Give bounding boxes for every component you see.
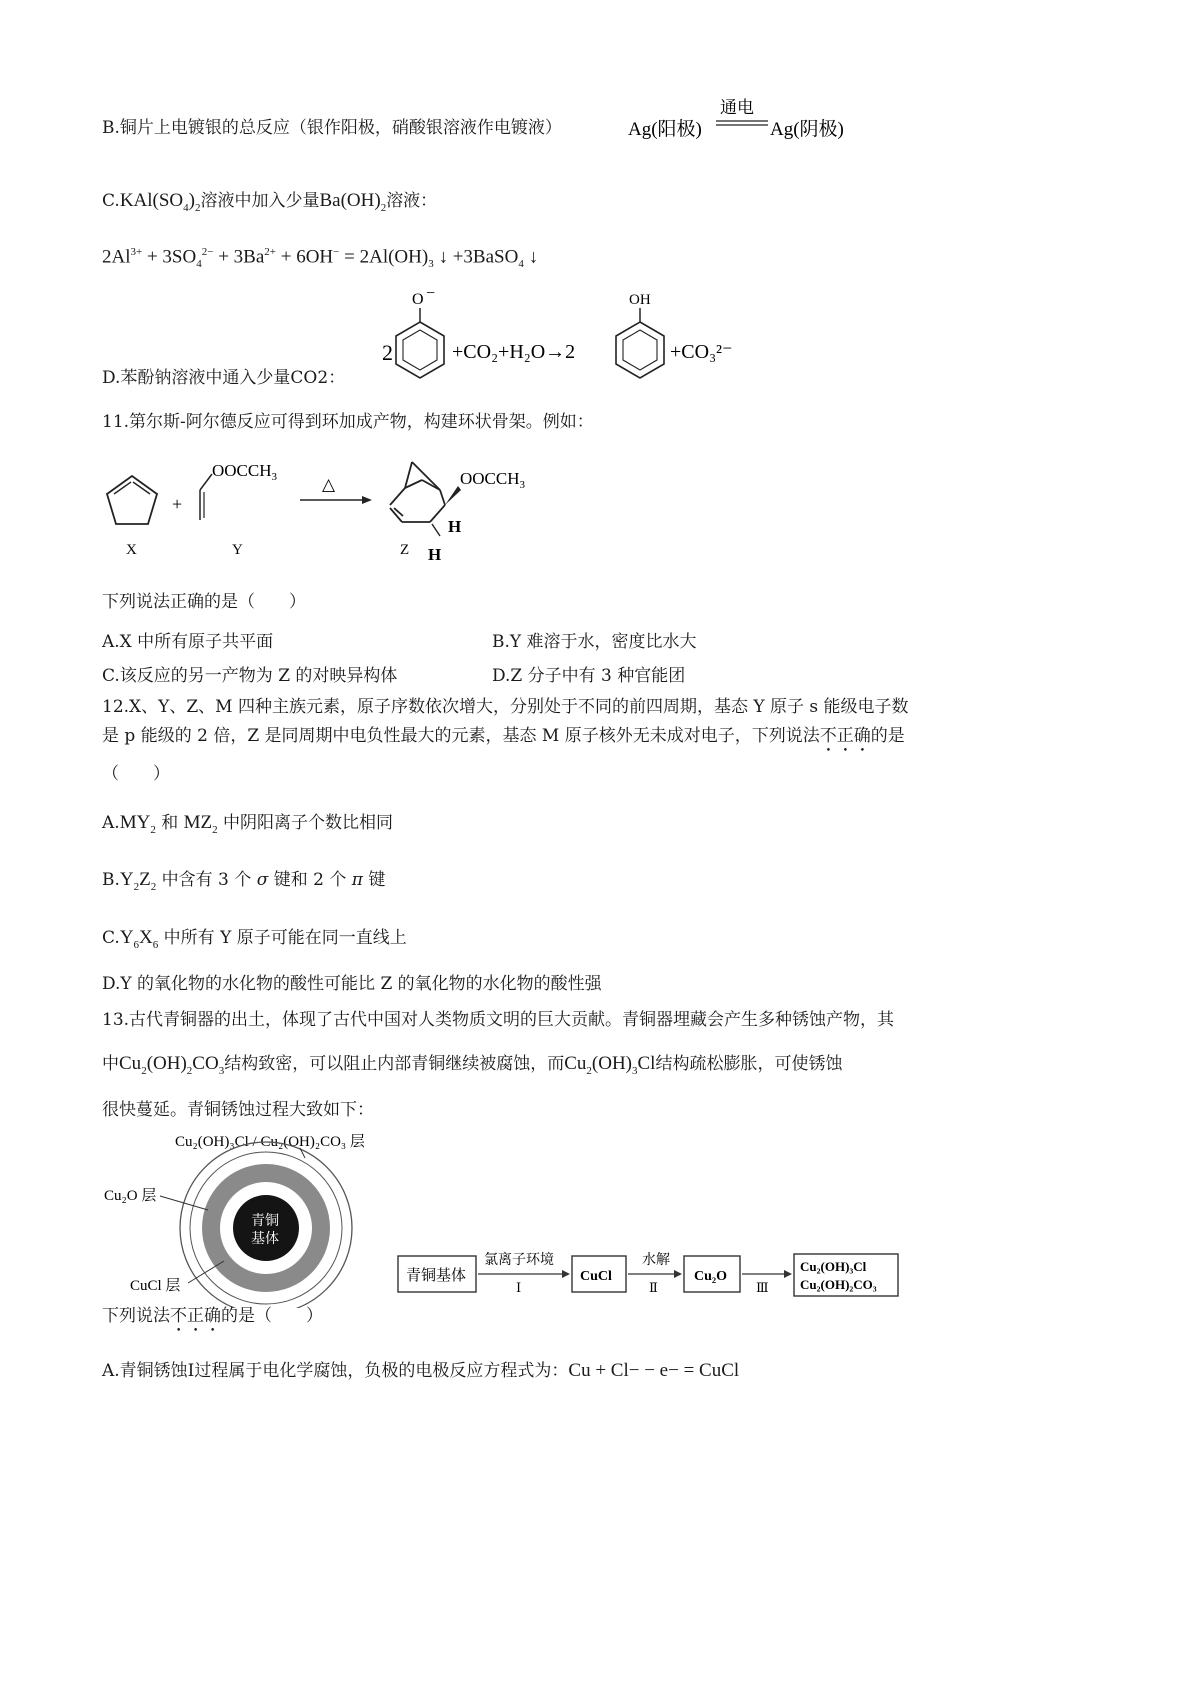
svg-text:Ⅱ: Ⅱ: [649, 1280, 658, 1295]
phenoxide-equation: [380, 292, 760, 392]
svg-text:Ⅲ: Ⅲ: [756, 1280, 769, 1295]
q12-option-d: D.Y 的氧化物的水化物的酸性可能比 Z 的氧化物的水化物的酸性强: [102, 974, 602, 994]
svg-text:+CO₃²⁻: +CO₃²⁻: [670, 341, 733, 363]
svg-text:O: O: [412, 292, 424, 308]
electrolysis-condition: 通电: [720, 98, 754, 117]
q12-stem-3: （ ）: [102, 764, 170, 784]
q11-option-d: D.Z 分子中有 3 种官能团: [492, 666, 686, 686]
svg-text:Z: Z: [400, 542, 410, 558]
svg-text:青铜: 青铜: [251, 1214, 279, 1229]
svg-text:Cu₂(OH)₃Cl: Cu₂(OH)₃Cl: [800, 1259, 867, 1274]
bronze-corrosion-layers: [100, 1128, 400, 1308]
q12-option-c: $C.Y_6X_6$ 中所有 Y 原子可能在同一直线上: [102, 927, 407, 951]
svg-text:+: +: [172, 494, 183, 514]
svg-text:H: H: [448, 517, 462, 536]
q11-question: 下列说法正确的是（ ）: [102, 592, 306, 612]
svg-text:Cu₂O 层: Cu₂O 层: [104, 1188, 157, 1204]
svg-text:基体: 基体: [251, 1232, 279, 1247]
svg-text:H: H: [428, 545, 442, 564]
q13-question: 下列说法不正确的是（ ）: [102, 1306, 323, 1326]
svg-text:Cu₂(OH)₃Cl / Cu₂(OH)₂CO₃ 层: Cu₂(OH)₃Cl / Cu₂(OH)₂CO₃ 层: [175, 1134, 365, 1150]
svg-text:+CO₂+H₂O→2: +CO₂+H₂O→2: [452, 341, 576, 363]
q10-b-equation: [628, 95, 868, 147]
phenol-ring: [616, 308, 664, 378]
phenoxide-ring: [396, 308, 444, 378]
svg-text:X: X: [126, 542, 137, 558]
cyclopentadiene-x: [107, 476, 157, 524]
q12-option-a: $A.MY_2$ 和 $MZ_2$ 中阴阳离子个数比相同: [102, 812, 394, 836]
svg-text:Cu₂(OH)₂CO₃: Cu₂(OH)₂CO₃: [800, 1277, 877, 1292]
svg-text:−: −: [426, 292, 436, 302]
q11-option-b: B.Y 难溶于水，密度比水大: [492, 632, 697, 652]
svg-text:Ag(阳极): Ag(阳极): [628, 119, 702, 140]
vinyl-acetate-y: [200, 474, 212, 520]
q12-stem-2: 是 p 能级的 2 倍，Z 是同周期中电负性最大的元素，基态 M 原子核外无未成对电子，下列说法不正确的是: [102, 726, 905, 746]
svg-text:Y: Y: [232, 542, 243, 558]
q13-stem-2: 中$Cu_2(OH)_2CO_3$结构致密，可以阻止内部青铜继续被腐蚀，而$Cu_2(OH)_3Cl$结构疏松膨胀，可使锈蚀: [102, 1053, 843, 1077]
q10-option-d: D.苯酚钠溶液中通入少量CO2：: [102, 368, 346, 388]
svg-text:△: △: [322, 475, 336, 494]
svg-text:2: 2: [382, 340, 393, 365]
svg-text:CuCl 层: CuCl 层: [130, 1278, 181, 1294]
corrosion-flowchart: [394, 1250, 904, 1310]
q10-b-text: B.铜片上电镀银的总反应（银作阳极，硝酸银溶液作电镀液）: [102, 118, 562, 138]
svg-text:Ⅰ: Ⅰ: [516, 1280, 522, 1295]
svg-text:CuCl: CuCl: [580, 1269, 612, 1284]
svg-text:Cu₂O: Cu₂O: [694, 1269, 727, 1284]
q10-option-b: [102, 118, 562, 138]
q12-stem-1: 12.X、Y、Z、M 四种主族元素，原子序数依次增大，分别处于不同的前四周期，基态 Y 原子 s 能级电子数: [102, 697, 909, 717]
norbornene-z: [390, 462, 445, 522]
q11-option-c: C.该反应的另一产物为 Z 的对映异构体: [102, 666, 398, 686]
svg-text:OOCCH3: $OOCCH_3$: [460, 469, 526, 491]
svg-text:OH: OH: [629, 292, 651, 308]
q13-option-a: A.青铜锈蚀Ⅰ过程属于电化学腐蚀，负极的电极反应方程式为：Cu + Cl− − e− = CuCl: [102, 1360, 740, 1381]
q12-option-b: $B.Y_2Z_2$ 中含有 3 个 σ 键和 2 个 π 键: [102, 869, 386, 893]
q11-option-a: A.X 中所有原子共平面: [102, 632, 274, 652]
svg-text:氯离子环境: 氯离子环境: [484, 1253, 554, 1268]
q11-stem: 11.第尔斯-阿尔德反应可得到环加成产物，构建环状骨架。例如：: [102, 412, 594, 432]
svg-text:青铜基体: 青铜基体: [406, 1268, 467, 1284]
svg-text:OOCCH3: $OOCCH_3$: [212, 461, 278, 483]
diels-alder-scheme: [100, 450, 560, 570]
q10-c-equation: $2Al^{3+} + 3SO_4^{2-} + 3Ba^{2+} + 6OH^- = 2Al(OH)_3$ ↓ +3BaSO$_4$ ↓: [102, 246, 539, 271]
q13-stem-3: 很快蔓延。青铜锈蚀过程大致如下：: [102, 1100, 374, 1120]
svg-text:Ag(阴极): Ag(阴极): [770, 119, 844, 140]
q13-stem-1: 13.古代青铜器的出土，体现了古代中国对人类物质文明的巨大贡献。青铜器埋藏会产生多种锈蚀产物，其: [102, 1010, 895, 1030]
svg-text:水解: 水解: [642, 1253, 670, 1268]
q10-option-c: $C.KAl(SO_4)_2$溶液中加入少量$Ba(OH)_2$溶液：: [102, 190, 438, 214]
